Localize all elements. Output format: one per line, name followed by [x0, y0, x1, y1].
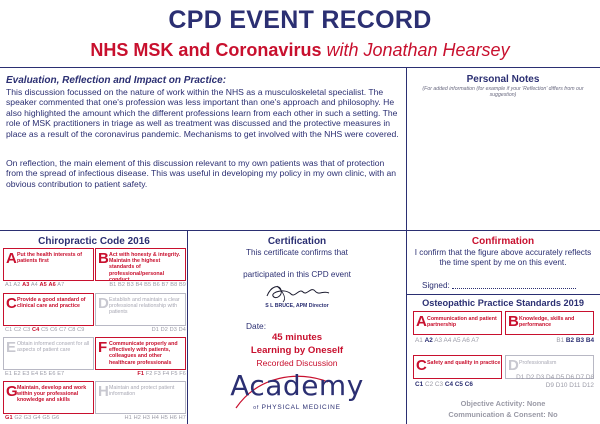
subsection-b5: B5 — [144, 282, 152, 288]
subsection-e2: E2 — [13, 371, 21, 377]
confirmation-text: I confirm that the figure above accurately reflects the time spent by me on this event. — [414, 248, 592, 267]
subsection-c3: C3 — [23, 327, 31, 333]
subsection-c5: C5 — [41, 327, 49, 333]
code-item-c — [3, 293, 94, 336]
code-card — [95, 248, 186, 281]
director-signature — [253, 282, 341, 304]
subsection-d2: D2 — [526, 374, 535, 381]
code-card — [95, 381, 186, 414]
subsection-g3: G3 — [23, 415, 32, 421]
code-item-h — [95, 381, 186, 424]
code-card — [3, 293, 94, 326]
academy-logo-of: of — [253, 405, 260, 411]
subsection-a1: A1 — [5, 282, 13, 288]
subsection-c1: C1 — [415, 381, 424, 388]
subsection-f1: F1 — [137, 371, 145, 377]
code-letter: A — [416, 313, 427, 330]
subsection-c6: C6 — [464, 381, 473, 388]
subsection-d4: D4 — [546, 374, 555, 381]
subsection-c4: C4 — [32, 327, 40, 333]
code-letter: E — [6, 339, 17, 356]
signed-label: Signed: — [422, 281, 450, 290]
code-letter: D — [508, 357, 519, 374]
subsection-b3: B3 — [575, 337, 585, 344]
subsection-d3: D3 — [169, 327, 177, 333]
certification-line-2: participated in this CPD event — [243, 270, 351, 279]
subsection-f2: F2 — [145, 371, 153, 377]
subsection-d5: D5 — [555, 374, 565, 381]
subsection-d9: D9 — [545, 381, 554, 389]
code-subsections — [5, 371, 94, 377]
code-item-g — [3, 381, 94, 424]
subsection-a7: A7 — [471, 337, 480, 344]
event-speaker: with Jonathan Hearsey — [326, 40, 510, 60]
code-description: Safety and quality in practice — [427, 360, 501, 366]
code-letter: G — [6, 383, 18, 400]
code-subsections — [415, 381, 502, 388]
event-subtitle — [0, 40, 600, 61]
code-description: Provide a good standard of clinical care and practice — [17, 297, 86, 310]
subsection-h1: H1 — [124, 415, 132, 421]
subsection-g5: G5 — [42, 415, 50, 421]
code-letter: A — [6, 250, 17, 267]
reflection-paragraph: On reflection, the main element of this discussion relevant to my own patients was that of protection from the spread of infectious disease. This was useful in developing my policy in my own clinic, with an obvious contribution to patient safety. — [6, 158, 397, 189]
subsection-c3: C3 — [434, 381, 444, 388]
code-letter: H — [98, 383, 109, 400]
code-description: Act with honesty & integrity. Maintain the highest standards of professional/personal conduct — [109, 252, 181, 283]
personal-notes-hint: (For added information (for example if your 'Reflection' differs from our suggestion) — [422, 86, 584, 99]
subsection-c5: C5 — [454, 381, 463, 388]
subsection-c8: C8 — [68, 327, 76, 333]
code-description: Knowledge, skills and performance — [519, 316, 575, 329]
subsection-b8: B8 — [170, 282, 178, 288]
subsection-b2: B2 — [118, 282, 126, 288]
subsection-c7: C7 — [59, 327, 67, 333]
subsection-b4: B4 — [135, 282, 143, 288]
director-name: S L BRUCE, APM Director — [265, 303, 329, 309]
code-letter: B — [98, 250, 109, 267]
subsection-b3: B3 — [126, 282, 134, 288]
subsection-e6: E6 — [48, 371, 56, 377]
code-subsections — [507, 374, 594, 389]
code-item-b — [95, 248, 186, 291]
code-subsections — [415, 337, 502, 344]
subsection-a6: A6 — [462, 337, 470, 344]
subsection-b1: B1 — [109, 282, 117, 288]
subsection-a2: A2 — [424, 337, 433, 344]
code-description: Put the health interests of patients first — [17, 252, 83, 265]
code-description: Professionalism — [519, 360, 557, 366]
code-subsections — [5, 327, 94, 333]
subsection-e1: E1 — [5, 371, 13, 377]
code-item-f — [95, 337, 186, 380]
code-card — [95, 293, 186, 326]
signature-field[interactable] — [452, 288, 576, 289]
code-item-d — [505, 355, 594, 398]
code-subsections — [5, 282, 94, 288]
code-card — [413, 311, 502, 335]
code-subsections — [97, 415, 186, 421]
subsection-d11: D11 — [569, 381, 581, 389]
subsection-b9: B9 — [178, 282, 186, 288]
subsection-d8: D8 — [585, 374, 594, 381]
code-letter: D — [98, 295, 109, 312]
code-letter: F — [98, 339, 108, 356]
subsection-e7: E7 — [57, 371, 65, 377]
subsection-a5: A5 — [452, 337, 461, 344]
subsection-c2: C2 — [424, 381, 434, 388]
academy-logo-physical-medicine: PHYSICAL MEDICINE — [261, 404, 341, 411]
code-subsections — [5, 415, 94, 421]
event-duration: 45 minutes — [271, 332, 323, 343]
code-item-d — [95, 293, 186, 336]
subsection-d10: D10 — [555, 381, 568, 389]
subsection-h6: H6 — [169, 415, 177, 421]
subsection-e3: E3 — [22, 371, 30, 377]
subsection-f5: F5 — [170, 371, 178, 377]
code-item-b — [505, 311, 594, 354]
code-letter: C — [6, 295, 17, 312]
subsection-d1: D1 — [151, 327, 159, 333]
code-card — [413, 355, 502, 379]
code-card — [3, 381, 94, 414]
personal-notes-heading: Personal Notes — [466, 74, 540, 85]
code-description: Maintain, develop and work within your professional knowledge and skills — [17, 385, 87, 404]
code-item-a — [3, 248, 94, 291]
code-subsections — [507, 337, 594, 344]
event-format: Recorded Discussion — [256, 358, 338, 368]
subsection-a6: A6 — [48, 282, 56, 288]
subsection-g6: G6 — [51, 415, 60, 421]
subsection-a3: A3 — [434, 337, 443, 344]
communication-consent: Communication & Consent: No — [448, 410, 558, 419]
subsection-g4: G4 — [32, 415, 41, 421]
subsection-d4: D4 — [178, 327, 186, 333]
subsection-b1: B1 — [556, 337, 565, 344]
code-subsections — [97, 327, 186, 333]
osteopathic-divider — [406, 294, 600, 295]
subsection-f4: F4 — [162, 371, 170, 377]
subsection-b2: B2 — [565, 337, 575, 344]
subsection-a7: A7 — [57, 282, 65, 288]
subsection-f6: F6 — [179, 371, 186, 377]
code-description: Establish and maintain a clear professional relationship with patients — [109, 297, 180, 316]
academy-logo-subtitle — [187, 404, 407, 411]
subsection-h3: H3 — [142, 415, 150, 421]
certification-line-1: This certificate confirms that — [246, 248, 348, 257]
code-description: Maintain and protect patient information — [109, 385, 175, 398]
subsection-e4: E4 — [31, 371, 39, 377]
chiropractic-code-heading: Chiropractic Code 2016 — [38, 236, 150, 247]
code-card — [95, 337, 186, 370]
subsection-g2: G2 — [14, 415, 22, 421]
subsection-d6: D6 — [565, 374, 575, 381]
subsection-c4: C4 — [444, 381, 454, 388]
page-title: CPD EVENT RECORD — [168, 6, 432, 34]
event-name: NHS MSK and Coronavirus — [90, 40, 322, 60]
evaluation-heading: Evaluation, Reflection and Impact on Practice: — [6, 75, 227, 86]
certification-heading: Certification — [267, 236, 327, 247]
subsection-b6: B6 — [152, 282, 160, 288]
subsection-d2: D2 — [160, 327, 168, 333]
subsection-g1: G1 — [5, 415, 13, 421]
evaluation-paragraph: This discussion focussed on the nature of work within the NHS as a musculoskeletal specialist. The speaker commented that one's profession was less important than one's approach and philosophy. He also highlighted the amount which the different professions learn from each other in such a setting. The role of MSK practitioners in triage as well as treatment was discussed and the protective measures in place as a result of the coronavirus pandemic. Mechanisms to get involved with the NHS were covered. — [6, 87, 399, 139]
code-letter: C — [416, 357, 427, 374]
code-item-a — [413, 311, 502, 354]
subsection-h2: H2 — [133, 415, 141, 421]
subsection-a3: A3 — [22, 282, 30, 288]
academy-logo: Academy — [230, 369, 364, 402]
osteopathic-heading: Osteopathic Practice Standards 2019 — [422, 298, 584, 308]
subsection-c1: C1 — [5, 327, 13, 333]
subsection-c9: C9 — [77, 327, 85, 333]
confirmation-heading: Confirmation — [471, 236, 535, 247]
code-description: Communication and patient partnership — [427, 316, 497, 329]
code-card — [3, 248, 94, 281]
subsection-a2: A2 — [13, 282, 21, 288]
code-item-c — [413, 355, 502, 398]
subsection-c6: C6 — [50, 327, 58, 333]
objective-activity: Objective Activity: None — [460, 399, 546, 408]
subsection-b7: B7 — [161, 282, 169, 288]
subsection-h7: H7 — [178, 415, 186, 421]
code-description: Communicate properly and effectively with patients, colleagues and other healthcare professionals — [109, 341, 178, 366]
subsection-b4: B4 — [585, 337, 594, 344]
subsection-e5: E5 — [39, 371, 47, 377]
subsection-a1: A1 — [415, 337, 423, 344]
code-subsections — [97, 371, 186, 377]
code-subsections — [97, 282, 186, 288]
subsection-a4: A4 — [30, 282, 38, 288]
activity-type: Learning by Oneself — [250, 345, 344, 356]
subsection-a5: A5 — [39, 282, 47, 288]
subsection-d3: D3 — [536, 374, 545, 381]
subsection-h4: H4 — [151, 415, 159, 421]
subsection-h5: H5 — [160, 415, 168, 421]
code-letter: B — [508, 313, 519, 330]
subsection-d12: D12 — [582, 381, 594, 389]
subsection-f3: F3 — [154, 371, 161, 377]
subsection-d7: D7 — [575, 374, 585, 381]
code-card — [505, 311, 594, 335]
code-card — [3, 337, 94, 370]
subsection-d1: D1 — [516, 374, 525, 381]
subsection-c2: C2 — [14, 327, 22, 333]
code-item-e — [3, 337, 94, 380]
date-label: Date: — [246, 321, 267, 331]
code-description: Obtain informed consent for all aspects of patient care — [17, 341, 90, 354]
subsection-a4: A4 — [443, 337, 452, 344]
